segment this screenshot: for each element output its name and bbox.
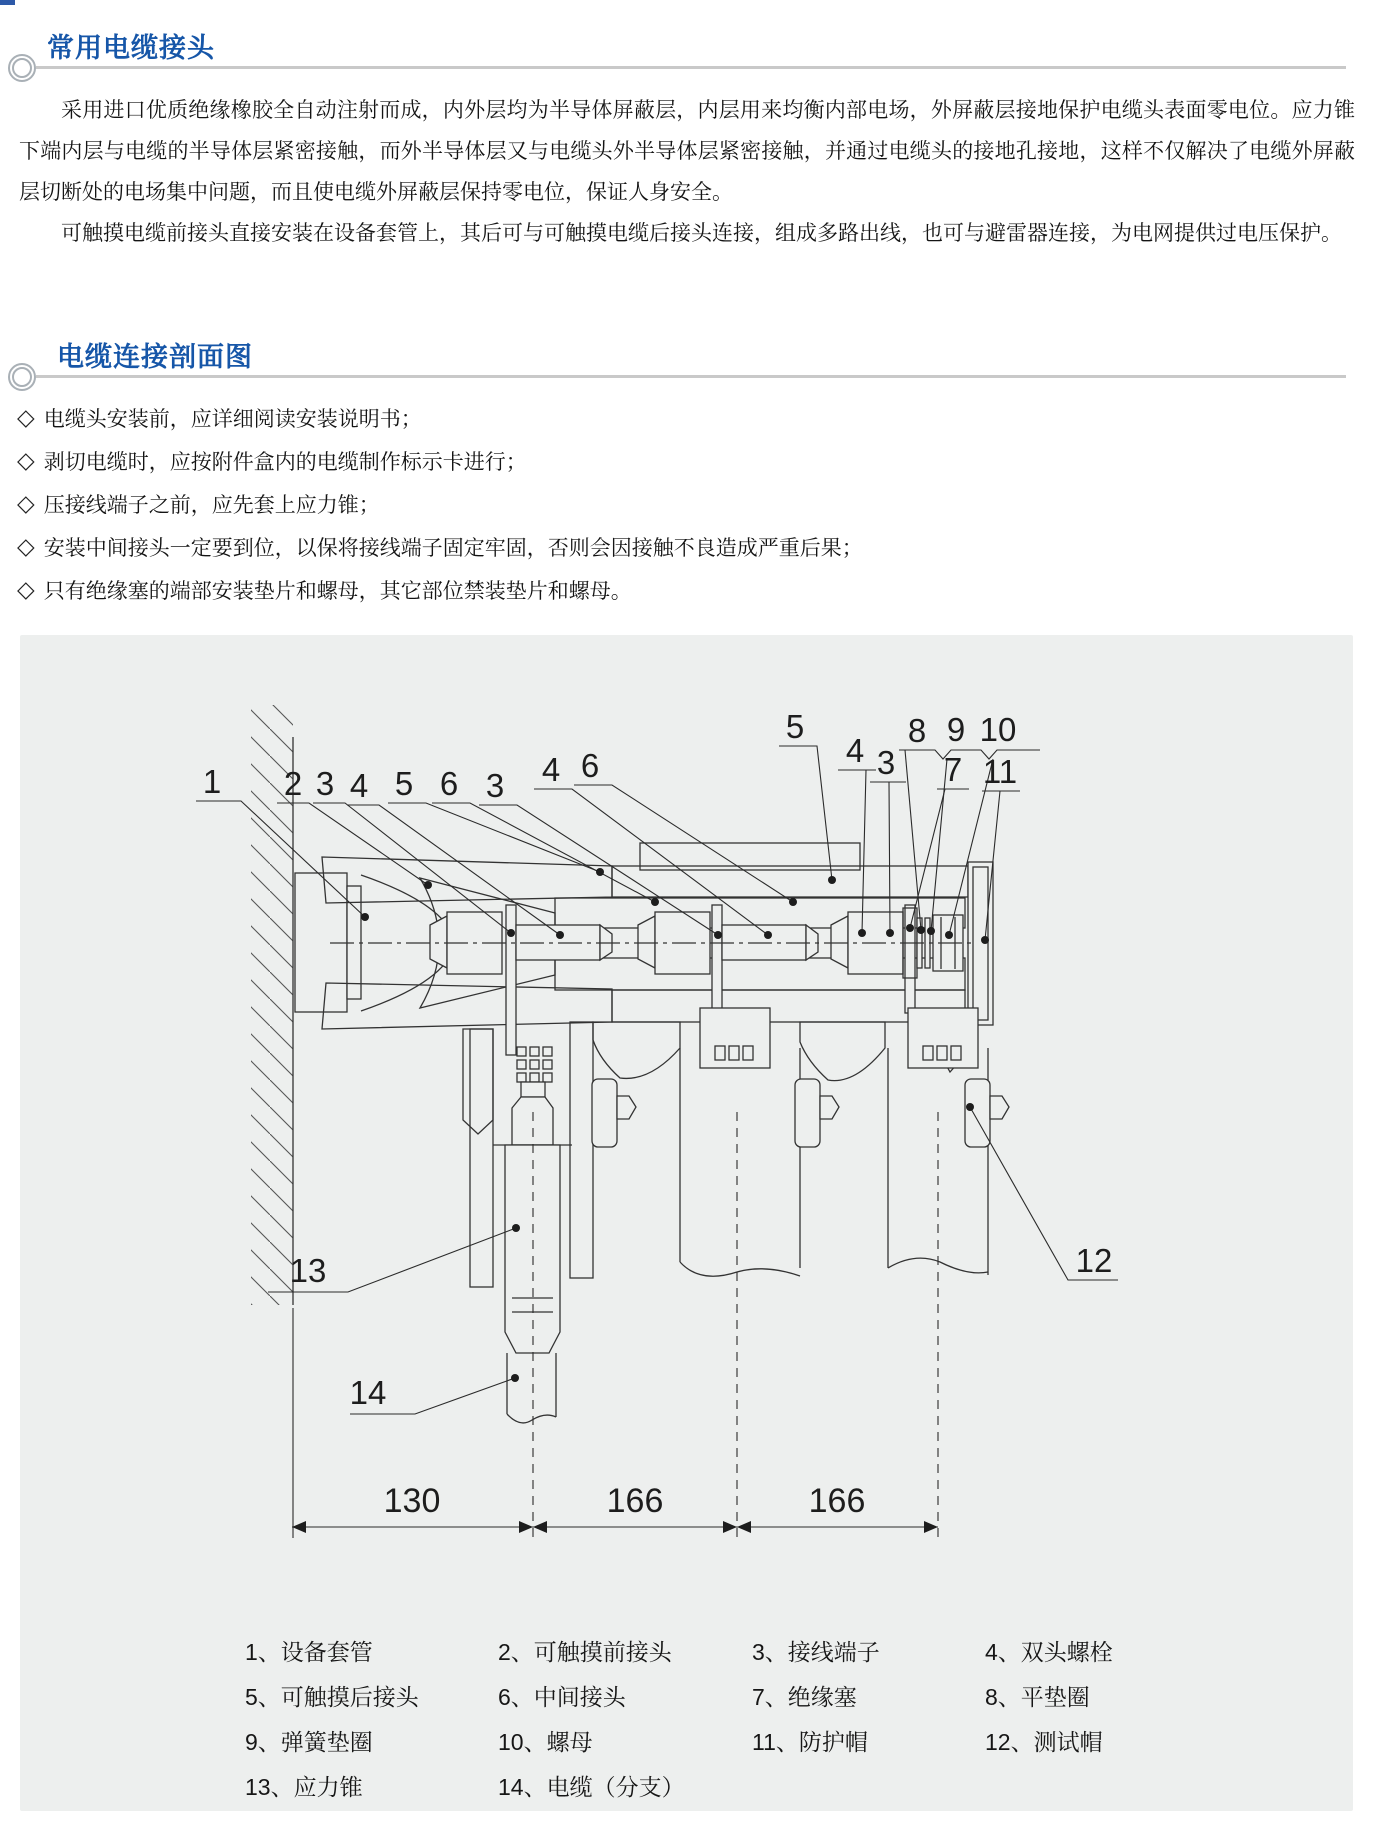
list-item bbox=[17, 482, 1357, 525]
list-item bbox=[17, 568, 1357, 611]
legend-item bbox=[245, 1679, 419, 1712]
legend-num: 5、 bbox=[245, 1684, 281, 1710]
list-item-text: 只有绝缘塞的端部安装垫片和螺母，其它部位禁装垫片和螺母。 bbox=[43, 579, 632, 603]
test-cap-clamps bbox=[592, 1079, 1009, 1147]
callout-3: 3 bbox=[315, 765, 335, 802]
intro-paragraphs bbox=[19, 90, 1355, 254]
callout-5: 5 bbox=[394, 765, 414, 802]
legend-label: 中间接头 bbox=[533, 1684, 626, 1710]
list-item-text: 剥切电缆时，应按附件盒内的电缆制作标示卡进行； bbox=[43, 450, 527, 474]
dim-130: 130 bbox=[383, 1482, 441, 1520]
legend-item bbox=[498, 1724, 593, 1757]
legend-label: 双头螺栓 bbox=[1020, 1639, 1113, 1665]
paragraph-1: 采用进口优质绝缘橡胶全自动注射而成，内外层均为半导体屏蔽层，内层用来均衡内部电场，外屏蔽层接地保护电缆头表面零电位。应力锥下端内层与电缆的半导体层紧密接触，而外半导体层又与电缆头外半导体层紧密接触，并通过电缆头的接地孔接地，这样不仅解决了电缆外屏蔽层切断处的电场集中问题，而且使电缆外屏蔽层保持零电位，保证人身安全。 bbox=[19, 99, 1355, 204]
diamond-bullet-icon: ◇ bbox=[17, 533, 35, 559]
diamond-bullet-icon: ◇ bbox=[17, 404, 35, 430]
notes-list bbox=[17, 396, 1357, 611]
list-item-text: 安装中间接头一定要到位，以保将接线端子固定牢固，否则会因接触不良造成严重后果； bbox=[43, 536, 863, 560]
legend-item bbox=[498, 1679, 626, 1712]
dimension-lines bbox=[292, 1308, 938, 1538]
list-item-text: 压接线端子之前，应先套上应力锥； bbox=[43, 493, 380, 517]
callout-14: 14 bbox=[349, 1374, 387, 1411]
callout-1: 1 bbox=[202, 763, 222, 800]
legend-item bbox=[245, 1634, 373, 1667]
section2-title: 电缆连接剖面图 bbox=[57, 342, 253, 372]
callout-8: 8 bbox=[907, 712, 927, 749]
diamond-bullet-icon: ◇ bbox=[17, 576, 35, 602]
callout-12: 12 bbox=[1075, 1242, 1113, 1279]
callout-2: 2 bbox=[283, 765, 303, 802]
callout-3b: 3 bbox=[485, 767, 505, 804]
callout-3c: 3 bbox=[876, 744, 896, 781]
legend-item bbox=[498, 1769, 685, 1802]
legend-label: 接线端子 bbox=[787, 1639, 880, 1665]
list-item bbox=[17, 396, 1357, 439]
legend-num: 6、 bbox=[498, 1684, 534, 1710]
section-ring-icon bbox=[8, 54, 36, 82]
section-rule bbox=[36, 375, 1346, 378]
callout-7: 7 bbox=[943, 751, 963, 788]
legend-num: 1、 bbox=[245, 1639, 281, 1665]
legend-label: 可触摸后接头 bbox=[280, 1684, 419, 1710]
list-item bbox=[17, 525, 1357, 568]
legend-label: 可触摸前接头 bbox=[533, 1639, 672, 1665]
legend-label: 防护帽 bbox=[798, 1729, 868, 1755]
callout-6b: 6 bbox=[580, 747, 600, 784]
legend-label: 平垫圈 bbox=[1020, 1684, 1090, 1710]
legend-num: 11、 bbox=[752, 1729, 799, 1755]
callout-5b: 5 bbox=[785, 708, 805, 745]
legend-item bbox=[752, 1679, 857, 1712]
legend-item bbox=[498, 1634, 672, 1667]
dim-166b: 166 bbox=[808, 1482, 866, 1520]
callout-6: 6 bbox=[439, 765, 459, 802]
legend-num: 10、 bbox=[498, 1729, 547, 1755]
callout-9: 9 bbox=[946, 711, 966, 748]
diamond-bullet-icon: ◇ bbox=[17, 490, 35, 516]
legend-label: 电缆（分支） bbox=[546, 1774, 685, 1800]
branch-centerlines bbox=[533, 1112, 938, 1538]
legend-item bbox=[245, 1724, 373, 1757]
legend-item bbox=[985, 1724, 1103, 1757]
section1-title: 常用电缆接头 bbox=[47, 33, 215, 63]
legend-num: 7、 bbox=[752, 1684, 788, 1710]
list-item bbox=[17, 439, 1357, 482]
legend-label: 测试帽 bbox=[1033, 1729, 1103, 1755]
legend-item bbox=[985, 1679, 1090, 1712]
callout-11: 11 bbox=[982, 753, 1018, 790]
paragraph-2: 可触摸电缆前接头直接安装在设备套管上，其后可与可触摸电缆后接头连接，组成多路出线，也可与避雷器连接，为电网提供过电压保护。 bbox=[61, 222, 1342, 245]
legend-item bbox=[245, 1769, 363, 1802]
connector-outer-layers bbox=[322, 843, 968, 1287]
legend-num: 8、 bbox=[985, 1684, 1021, 1710]
callout-13: 13 bbox=[289, 1252, 327, 1289]
legend-item bbox=[985, 1634, 1113, 1667]
callout-10: 10 bbox=[979, 711, 1017, 748]
legend-item bbox=[752, 1724, 868, 1757]
diamond-bullet-icon: ◇ bbox=[17, 447, 35, 473]
legend-num: 13、 bbox=[245, 1774, 294, 1800]
legend-num: 9、 bbox=[245, 1729, 281, 1755]
branch-cable-assembly bbox=[493, 1047, 572, 1423]
legend-label: 绝缘塞 bbox=[787, 1684, 857, 1710]
diagram-panel bbox=[20, 635, 1353, 1811]
legend-label: 应力锥 bbox=[293, 1774, 363, 1800]
callout-4: 4 bbox=[349, 767, 369, 804]
legend-label: 螺母 bbox=[546, 1729, 593, 1755]
legend-num: 3、 bbox=[752, 1639, 788, 1665]
legend-item bbox=[752, 1634, 880, 1667]
legend-label: 弹簧垫圈 bbox=[280, 1729, 373, 1755]
legend-num: 4、 bbox=[985, 1639, 1021, 1665]
cable-section-drawing bbox=[20, 635, 1353, 1811]
callout-4c: 4 bbox=[845, 732, 865, 769]
cable-tubes bbox=[680, 1008, 988, 1276]
dim-166a: 166 bbox=[606, 1482, 664, 1520]
list-item-text: 电缆头安装前，应详细阅读安装说明书； bbox=[43, 407, 422, 431]
section-rule bbox=[36, 66, 1346, 69]
legend-num: 12、 bbox=[985, 1729, 1034, 1755]
legend-num: 14、 bbox=[498, 1774, 547, 1800]
legend-num: 2、 bbox=[498, 1639, 534, 1665]
legend-label: 设备套管 bbox=[280, 1639, 373, 1665]
callout-4b: 4 bbox=[541, 751, 561, 788]
page-corner-mark bbox=[0, 0, 15, 5]
section-ring-icon bbox=[8, 363, 36, 391]
